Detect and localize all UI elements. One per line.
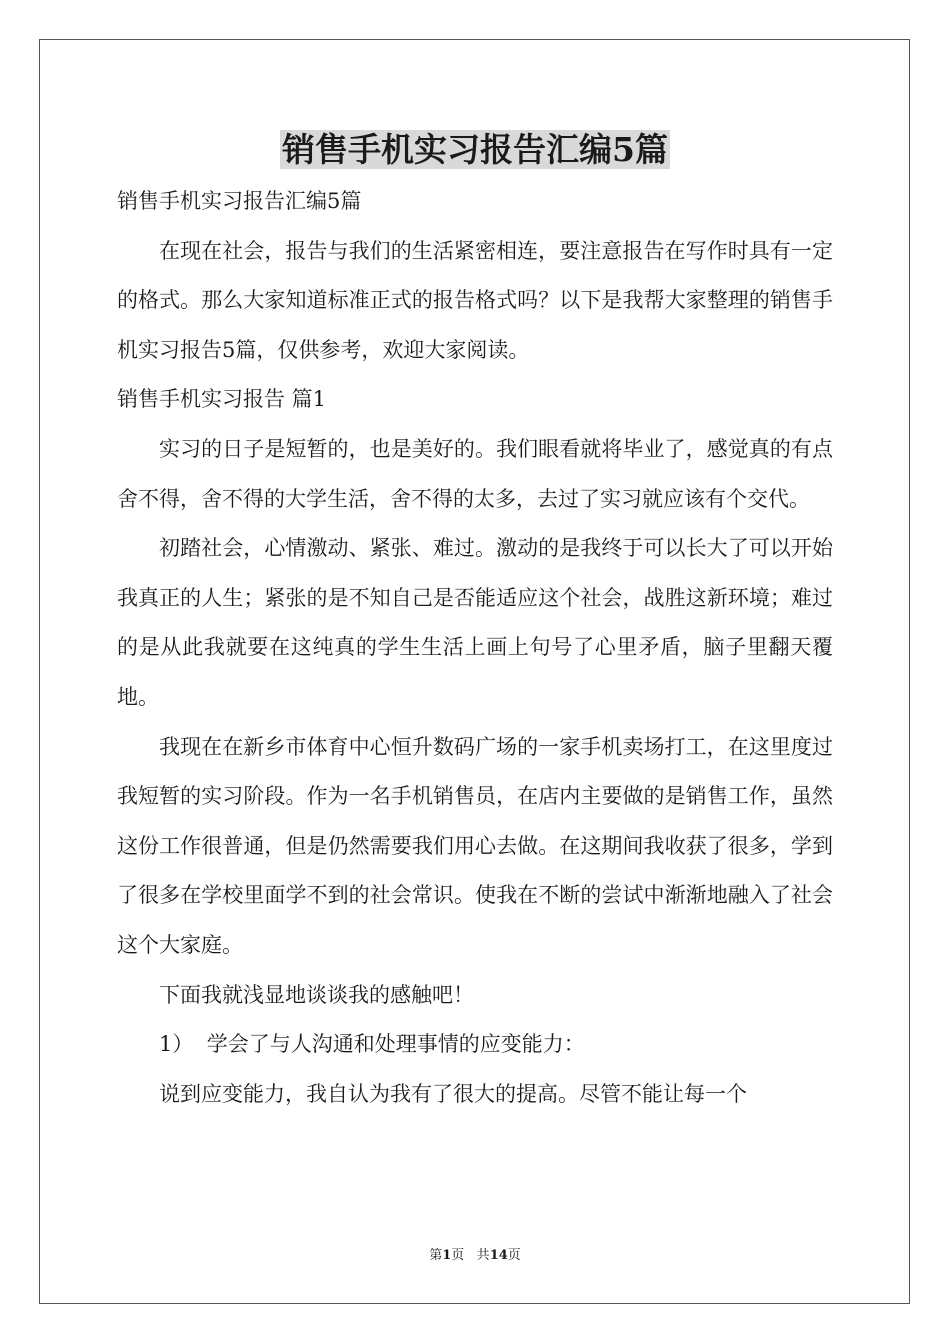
paragraph: 说到应变能力，我自认为我有了很大的提高。尽管不能让每一个	[159, 1081, 747, 1106]
document-body	[117, 177, 833, 1119]
list-item: 1） 学会了与人沟通和处理事情的应变能力：	[159, 1032, 585, 1057]
paragraph: 初踏社会，心情激动、紧张、难过。激动的是我终于可以长大了可以开始我真正的人生；紧张的是不知自己是否能适应这个社会，战胜这新环境；难过的是从此我就要在这纯真的学生生活上画上句号了心里矛盾，脑子里翻天覆地。	[117, 536, 833, 709]
paragraph: 实习的日子是短暂的，也是美好的。我们眼看就将毕业了，感觉真的有点舍不得，舍不得的大学生活，舍不得的太多，去过了实习就应该有个交代。	[117, 436, 833, 511]
page-footer	[0, 1246, 950, 1266]
footer-page-unit: 页	[451, 1248, 465, 1263]
document-title-text: 销售手机实习报告汇编5篇	[282, 130, 668, 169]
section-heading-1: 销售手机实习报告 篇1	[117, 387, 327, 412]
footer-total-prefix: 共	[476, 1248, 490, 1263]
paragraph: 下面我就浅显地谈谈我的感触吧！	[159, 982, 474, 1007]
paragraph-intro: 在现在社会，报告与我们的生活紧密相连，要注意报告在写作时具有一定的格式。那么大家知道标准正式的报告格式吗？以下是我帮大家整理的销售手机实习报告5篇，仅供参考，欢迎大家阅读。	[117, 238, 833, 362]
document-title	[117, 124, 833, 176]
paragraph: 我现在在新乡市体育中心恒升数码广场的一家手机卖场打工，在这里度过我短暂的实习阶段。作为一名手机销售员，在店内主要做的是销售工作，虽然这份工作很普通，但是仍然需要我们用心去做。在这期间我收获了很多，学到了很多在学校里面学不到的社会常识。使我在不断的尝试中渐渐地融入了社会这个大家庭。	[117, 734, 833, 957]
paragraph-subtitle: 销售手机实习报告汇编5篇	[117, 189, 362, 213]
footer-total-unit: 页	[507, 1248, 521, 1263]
footer-page-number: 1	[442, 1248, 452, 1263]
footer-prefix: 第	[429, 1248, 443, 1263]
footer-total-pages: 14	[489, 1248, 508, 1263]
